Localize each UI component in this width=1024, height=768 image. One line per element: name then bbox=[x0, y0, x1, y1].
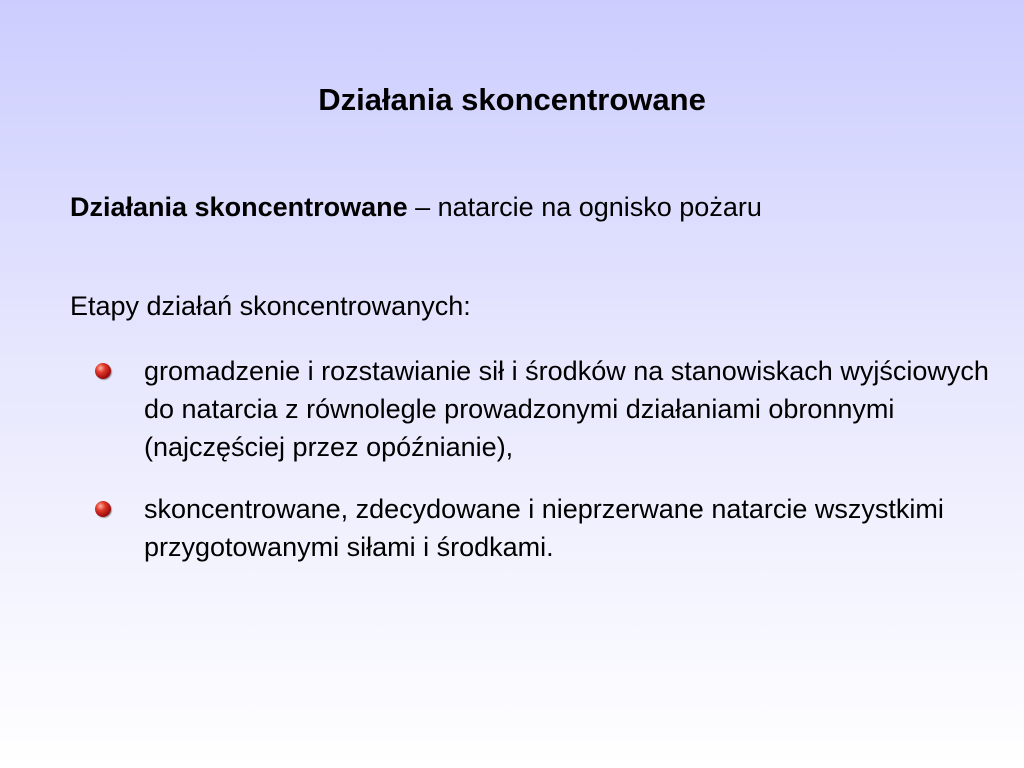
bullet-item bbox=[90, 352, 990, 466]
red-sphere-icon bbox=[95, 363, 111, 379]
definition-term: Działania skoncentrowane bbox=[70, 192, 408, 222]
definition-line bbox=[70, 188, 762, 226]
bullet-item bbox=[90, 490, 990, 566]
bullet-text: gromadzenie i rozstawianie sił i środków na stanowiskach wyjściowych do natarcia z równolegle prowadzonymi działaniami obronnymi (najczęściej przez opóźnianie), bbox=[144, 356, 989, 462]
bullet-list bbox=[90, 352, 990, 590]
red-sphere-icon bbox=[95, 501, 111, 517]
slide-title: Działania skoncentrowane bbox=[318, 82, 706, 117]
definition-separator: – bbox=[407, 192, 438, 222]
definition-text: natarcie na ognisko pożaru bbox=[437, 192, 762, 222]
stages-heading: Etapy działań skoncentrowanych: bbox=[70, 291, 471, 321]
bullet-text: skoncentrowane, zdecydowane i nieprzerwane natarcie wszystkimi przygotowanymi siłami i środkami. bbox=[144, 494, 944, 562]
